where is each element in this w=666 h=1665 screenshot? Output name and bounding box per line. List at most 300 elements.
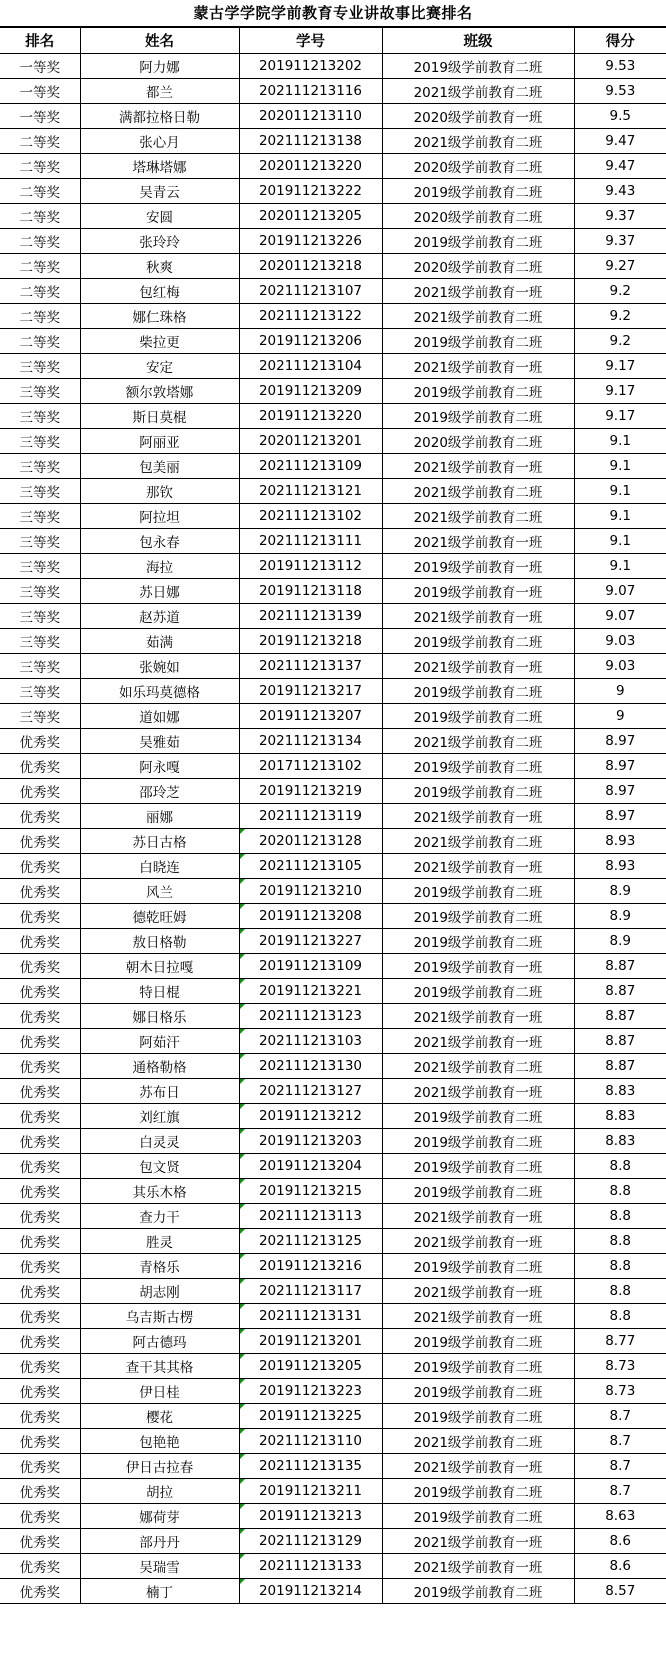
cell-student-id[interactable]: 202111213123 — [239, 1004, 382, 1029]
cell-rank[interactable]: 三等奖 — [0, 679, 80, 704]
cell-student-id[interactable]: 201911213219 — [239, 779, 382, 804]
cell-rank[interactable]: 二等奖 — [0, 154, 80, 179]
cell-student-id[interactable]: 201911213118 — [239, 579, 382, 604]
cell-rank[interactable]: 优秀奖 — [0, 1554, 80, 1579]
cell-name[interactable]: 朝木日拉嘎 — [80, 954, 239, 979]
cell-score[interactable]: 9.43 — [574, 179, 666, 204]
cell-class[interactable]: 2019级学前教育二班 — [382, 1379, 574, 1404]
cell-student-id[interactable]: 201711213102 — [239, 754, 382, 779]
cell-score[interactable]: 8.73 — [574, 1354, 666, 1379]
cell-name[interactable]: 查力干 — [80, 1204, 239, 1229]
cell-rank[interactable]: 三等奖 — [0, 654, 80, 679]
cell-score[interactable]: 8.7 — [574, 1454, 666, 1479]
cell-score[interactable]: 9.37 — [574, 229, 666, 254]
cell-name[interactable]: 吴青云 — [80, 179, 239, 204]
cell-score[interactable]: 8.57 — [574, 1579, 666, 1604]
cell-score[interactable]: 8.9 — [574, 929, 666, 954]
cell-rank[interactable]: 优秀奖 — [0, 779, 80, 804]
cell-score[interactable]: 8.87 — [574, 1004, 666, 1029]
cell-class[interactable]: 2020级学前教育二班 — [382, 204, 574, 229]
cell-rank[interactable]: 优秀奖 — [0, 1204, 80, 1229]
cell-class[interactable]: 2019级学前教育二班 — [382, 754, 574, 779]
cell-rank[interactable]: 优秀奖 — [0, 1254, 80, 1279]
cell-name[interactable]: 包永春 — [80, 529, 239, 554]
cell-score[interactable]: 8.6 — [574, 1529, 666, 1554]
cell-class[interactable]: 2021级学前教育一班 — [382, 454, 574, 479]
cell-name[interactable]: 张婉如 — [80, 654, 239, 679]
cell-name[interactable]: 通格勒格 — [80, 1054, 239, 1079]
cell-score[interactable]: 8.87 — [574, 1054, 666, 1079]
header-student-id[interactable]: 学号 — [239, 28, 382, 54]
cell-rank[interactable]: 二等奖 — [0, 129, 80, 154]
cell-name[interactable]: 胡志刚 — [80, 1279, 239, 1304]
cell-score[interactable]: 8.63 — [574, 1504, 666, 1529]
cell-score[interactable]: 8.8 — [574, 1229, 666, 1254]
cell-rank[interactable]: 优秀奖 — [0, 929, 80, 954]
cell-score[interactable]: 8.8 — [574, 1154, 666, 1179]
cell-score[interactable]: 9 — [574, 679, 666, 704]
cell-name[interactable]: 部丹丹 — [80, 1529, 239, 1554]
cell-name[interactable]: 娜仁珠格 — [80, 304, 239, 329]
cell-name[interactable]: 苏布日 — [80, 1079, 239, 1104]
cell-student-id[interactable]: 201911213204 — [239, 1154, 382, 1179]
cell-student-id[interactable]: 201911213221 — [239, 979, 382, 1004]
cell-score[interactable]: 9 — [574, 704, 666, 729]
cell-score[interactable]: 8.8 — [574, 1254, 666, 1279]
cell-score[interactable]: 9.1 — [574, 504, 666, 529]
cell-score[interactable]: 8.83 — [574, 1104, 666, 1129]
cell-score[interactable]: 9.2 — [574, 304, 666, 329]
cell-class[interactable]: 2021级学前教育一班 — [382, 1554, 574, 1579]
cell-class[interactable]: 2019级学前教育二班 — [382, 779, 574, 804]
cell-student-id[interactable]: 201911213212 — [239, 1104, 382, 1129]
cell-score[interactable]: 9.1 — [574, 429, 666, 454]
cell-class[interactable]: 2021级学前教育二班 — [382, 304, 574, 329]
cell-score[interactable]: 8.93 — [574, 854, 666, 879]
cell-student-id[interactable]: 201911213222 — [239, 179, 382, 204]
cell-name[interactable]: 阿拉坦 — [80, 504, 239, 529]
cell-rank[interactable]: 优秀奖 — [0, 1229, 80, 1254]
cell-class[interactable]: 2020级学前教育二班 — [382, 254, 574, 279]
cell-rank[interactable]: 优秀奖 — [0, 1329, 80, 1354]
cell-class[interactable]: 2021级学前教育二班 — [382, 1054, 574, 1079]
cell-class[interactable]: 2019级学前教育二班 — [382, 329, 574, 354]
cell-rank[interactable]: 三等奖 — [0, 554, 80, 579]
cell-rank[interactable]: 优秀奖 — [0, 854, 80, 879]
cell-score[interactable]: 8.97 — [574, 754, 666, 779]
cell-rank[interactable]: 三等奖 — [0, 404, 80, 429]
cell-rank[interactable]: 三等奖 — [0, 354, 80, 379]
cell-student-id[interactable]: 202111213129 — [239, 1529, 382, 1554]
cell-student-id[interactable]: 202111213105 — [239, 854, 382, 879]
cell-rank[interactable]: 三等奖 — [0, 504, 80, 529]
cell-rank[interactable]: 三等奖 — [0, 579, 80, 604]
cell-score[interactable]: 9.17 — [574, 379, 666, 404]
cell-score[interactable]: 9.1 — [574, 554, 666, 579]
cell-rank[interactable]: 优秀奖 — [0, 1479, 80, 1504]
cell-student-id[interactable]: 202111213138 — [239, 129, 382, 154]
cell-score[interactable]: 8.83 — [574, 1129, 666, 1154]
cell-name[interactable]: 安圆 — [80, 204, 239, 229]
cell-rank[interactable]: 优秀奖 — [0, 1454, 80, 1479]
cell-class[interactable]: 2019级学前教育二班 — [382, 929, 574, 954]
cell-rank[interactable]: 三等奖 — [0, 379, 80, 404]
cell-student-id[interactable]: 201911213203 — [239, 1129, 382, 1154]
cell-class[interactable]: 2019级学前教育二班 — [382, 904, 574, 929]
cell-student-id[interactable]: 202111213116 — [239, 79, 382, 104]
cell-student-id[interactable]: 202111213134 — [239, 729, 382, 754]
cell-student-id[interactable]: 202111213135 — [239, 1454, 382, 1479]
cell-name[interactable]: 阿古德玛 — [80, 1329, 239, 1354]
cell-score[interactable]: 8.8 — [574, 1304, 666, 1329]
cell-rank[interactable]: 三等奖 — [0, 429, 80, 454]
cell-rank[interactable]: 优秀奖 — [0, 1079, 80, 1104]
cell-student-id[interactable]: 201911213112 — [239, 554, 382, 579]
cell-score[interactable]: 9.17 — [574, 354, 666, 379]
cell-score[interactable]: 9.07 — [574, 604, 666, 629]
cell-rank[interactable]: 二等奖 — [0, 329, 80, 354]
cell-score[interactable]: 8.97 — [574, 804, 666, 829]
cell-student-id[interactable]: 202111213111 — [239, 529, 382, 554]
cell-score[interactable]: 9.53 — [574, 79, 666, 104]
cell-name[interactable]: 额尔敦塔娜 — [80, 379, 239, 404]
cell-rank[interactable]: 三等奖 — [0, 529, 80, 554]
cell-name[interactable]: 娜日格乐 — [80, 1004, 239, 1029]
cell-student-id[interactable]: 201911213225 — [239, 1404, 382, 1429]
cell-score[interactable]: 8.73 — [574, 1379, 666, 1404]
cell-name[interactable]: 楠丁 — [80, 1579, 239, 1604]
cell-class[interactable]: 2021级学前教育一班 — [382, 1204, 574, 1229]
cell-student-id[interactable]: 202111213121 — [239, 479, 382, 504]
cell-name[interactable]: 阿永嘎 — [80, 754, 239, 779]
cell-rank[interactable]: 三等奖 — [0, 604, 80, 629]
cell-name[interactable]: 包美丽 — [80, 454, 239, 479]
cell-name[interactable]: 包文贤 — [80, 1154, 239, 1179]
cell-name[interactable]: 包红梅 — [80, 279, 239, 304]
cell-student-id[interactable]: 202011213128 — [239, 829, 382, 854]
cell-name[interactable]: 德乾旺姆 — [80, 904, 239, 929]
cell-class[interactable]: 2021级学前教育一班 — [382, 1004, 574, 1029]
cell-name[interactable]: 赵苏道 — [80, 604, 239, 629]
cell-class[interactable]: 2019级学前教育一班 — [382, 954, 574, 979]
cell-class[interactable]: 2021级学前教育一班 — [382, 529, 574, 554]
cell-name[interactable]: 胜灵 — [80, 1229, 239, 1254]
cell-rank[interactable]: 二等奖 — [0, 279, 80, 304]
cell-rank[interactable]: 三等奖 — [0, 479, 80, 504]
cell-name[interactable]: 阿力娜 — [80, 54, 239, 79]
cell-score[interactable]: 9.17 — [574, 404, 666, 429]
cell-name[interactable]: 苏日古格 — [80, 829, 239, 854]
cell-score[interactable]: 8.7 — [574, 1479, 666, 1504]
cell-class[interactable]: 2021级学前教育二班 — [382, 504, 574, 529]
cell-rank[interactable]: 优秀奖 — [0, 1354, 80, 1379]
cell-student-id[interactable]: 201911213220 — [239, 404, 382, 429]
cell-name[interactable]: 苏日娜 — [80, 579, 239, 604]
cell-rank[interactable]: 优秀奖 — [0, 979, 80, 1004]
cell-class[interactable]: 2019级学前教育二班 — [382, 1154, 574, 1179]
cell-name[interactable]: 查干其其格 — [80, 1354, 239, 1379]
cell-rank[interactable]: 一等奖 — [0, 104, 80, 129]
cell-student-id[interactable]: 202011213220 — [239, 154, 382, 179]
cell-rank[interactable]: 优秀奖 — [0, 1429, 80, 1454]
cell-student-id[interactable]: 202111213104 — [239, 354, 382, 379]
cell-class[interactable]: 2019级学前教育二班 — [382, 704, 574, 729]
cell-name[interactable]: 都兰 — [80, 79, 239, 104]
cell-class[interactable]: 2021级学前教育一班 — [382, 1279, 574, 1304]
cell-class[interactable]: 2021级学前教育一班 — [382, 1304, 574, 1329]
cell-class[interactable]: 2019级学前教育二班 — [382, 1329, 574, 1354]
cell-class[interactable]: 2019级学前教育二班 — [382, 1129, 574, 1154]
cell-name[interactable]: 白灵灵 — [80, 1129, 239, 1154]
cell-class[interactable]: 2021级学前教育二班 — [382, 1429, 574, 1454]
cell-class[interactable]: 2021级学前教育二班 — [382, 79, 574, 104]
cell-class[interactable]: 2019级学前教育二班 — [382, 1254, 574, 1279]
cell-student-id[interactable]: 202011213218 — [239, 254, 382, 279]
header-name[interactable]: 姓名 — [80, 28, 239, 54]
cell-score[interactable]: 9.03 — [574, 629, 666, 654]
cell-student-id[interactable]: 202111213125 — [239, 1229, 382, 1254]
cell-rank[interactable]: 优秀奖 — [0, 1179, 80, 1204]
cell-student-id[interactable]: 201911213209 — [239, 379, 382, 404]
cell-score[interactable]: 9.2 — [574, 329, 666, 354]
cell-score[interactable]: 8.7 — [574, 1429, 666, 1454]
cell-class[interactable]: 2019级学前教育二班 — [382, 1179, 574, 1204]
cell-rank[interactable]: 优秀奖 — [0, 1029, 80, 1054]
cell-class[interactable]: 2019级学前教育二班 — [382, 54, 574, 79]
cell-student-id[interactable]: 202111213122 — [239, 304, 382, 329]
cell-class[interactable]: 2019级学前教育二班 — [382, 979, 574, 1004]
cell-class[interactable]: 2021级学前教育一班 — [382, 604, 574, 629]
cell-student-id[interactable]: 202111213139 — [239, 604, 382, 629]
cell-student-id[interactable]: 202011213205 — [239, 204, 382, 229]
cell-score[interactable]: 9.27 — [574, 254, 666, 279]
cell-name[interactable]: 张玲玲 — [80, 229, 239, 254]
cell-name[interactable]: 吴瑞雪 — [80, 1554, 239, 1579]
cell-student-id[interactable]: 201911213109 — [239, 954, 382, 979]
cell-name[interactable]: 樱花 — [80, 1404, 239, 1429]
cell-student-id[interactable]: 201911213218 — [239, 629, 382, 654]
cell-rank[interactable]: 优秀奖 — [0, 954, 80, 979]
cell-class[interactable]: 2020级学前教育一班 — [382, 104, 574, 129]
cell-student-id[interactable]: 202111213109 — [239, 454, 382, 479]
cell-name[interactable]: 海拉 — [80, 554, 239, 579]
cell-student-id[interactable]: 202111213133 — [239, 1554, 382, 1579]
cell-student-id[interactable]: 201911213226 — [239, 229, 382, 254]
cell-score[interactable]: 9.1 — [574, 454, 666, 479]
cell-class[interactable]: 2021级学前教育二班 — [382, 479, 574, 504]
cell-student-id[interactable]: 202011213201 — [239, 429, 382, 454]
cell-student-id[interactable]: 202111213117 — [239, 1279, 382, 1304]
cell-student-id[interactable]: 201911213213 — [239, 1504, 382, 1529]
cell-name[interactable]: 包艳艳 — [80, 1429, 239, 1454]
cell-class[interactable]: 2020级学前教育二班 — [382, 154, 574, 179]
cell-rank[interactable]: 一等奖 — [0, 79, 80, 104]
cell-student-id[interactable]: 202111213102 — [239, 504, 382, 529]
header-class[interactable]: 班级 — [382, 28, 574, 54]
cell-rank[interactable]: 优秀奖 — [0, 754, 80, 779]
cell-rank[interactable]: 三等奖 — [0, 629, 80, 654]
cell-class[interactable]: 2019级学前教育一班 — [382, 579, 574, 604]
cell-rank[interactable]: 优秀奖 — [0, 1579, 80, 1604]
cell-rank[interactable]: 优秀奖 — [0, 879, 80, 904]
cell-student-id[interactable]: 201911213227 — [239, 929, 382, 954]
cell-name[interactable]: 塔琳塔娜 — [80, 154, 239, 179]
cell-name[interactable]: 青格乐 — [80, 1254, 239, 1279]
cell-score[interactable]: 8.6 — [574, 1554, 666, 1579]
cell-name[interactable]: 丽娜 — [80, 804, 239, 829]
header-score[interactable]: 得分 — [574, 28, 666, 54]
cell-student-id[interactable]: 202111213107 — [239, 279, 382, 304]
cell-score[interactable]: 8.7 — [574, 1404, 666, 1429]
cell-score[interactable]: 8.8 — [574, 1179, 666, 1204]
cell-class[interactable]: 2019级学前教育二班 — [382, 879, 574, 904]
cell-rank[interactable]: 优秀奖 — [0, 1004, 80, 1029]
cell-class[interactable]: 2021级学前教育二班 — [382, 129, 574, 154]
header-rank[interactable]: 排名 — [0, 28, 80, 54]
cell-score[interactable]: 9.37 — [574, 204, 666, 229]
cell-name[interactable]: 柴拉更 — [80, 329, 239, 354]
cell-name[interactable]: 刘红旗 — [80, 1104, 239, 1129]
cell-rank[interactable]: 优秀奖 — [0, 1279, 80, 1304]
cell-student-id[interactable]: 201911213217 — [239, 679, 382, 704]
cell-student-id[interactable]: 201911213215 — [239, 1179, 382, 1204]
cell-student-id[interactable]: 201911213214 — [239, 1579, 382, 1604]
cell-name[interactable]: 张心月 — [80, 129, 239, 154]
cell-score[interactable]: 8.87 — [574, 979, 666, 1004]
cell-rank[interactable]: 优秀奖 — [0, 804, 80, 829]
cell-rank[interactable]: 二等奖 — [0, 304, 80, 329]
cell-student-id[interactable]: 202111213137 — [239, 654, 382, 679]
cell-name[interactable]: 娜荷芽 — [80, 1504, 239, 1529]
cell-name[interactable]: 道如娜 — [80, 704, 239, 729]
cell-score[interactable]: 8.87 — [574, 1029, 666, 1054]
cell-name[interactable]: 吴雅茹 — [80, 729, 239, 754]
cell-student-id[interactable]: 201911213201 — [239, 1329, 382, 1354]
cell-class[interactable]: 2021级学前教育一班 — [382, 354, 574, 379]
cell-score[interactable]: 8.9 — [574, 879, 666, 904]
cell-score[interactable]: 8.93 — [574, 829, 666, 854]
cell-name[interactable]: 伊日桂 — [80, 1379, 239, 1404]
cell-score[interactable]: 9.47 — [574, 129, 666, 154]
cell-rank[interactable]: 三等奖 — [0, 454, 80, 479]
cell-rank[interactable]: 优秀奖 — [0, 1379, 80, 1404]
cell-name[interactable]: 乌吉斯古楞 — [80, 1304, 239, 1329]
cell-rank[interactable]: 二等奖 — [0, 229, 80, 254]
cell-class[interactable]: 2021级学前教育一班 — [382, 1529, 574, 1554]
cell-name[interactable]: 茹满 — [80, 629, 239, 654]
cell-class[interactable]: 2019级学前教育二班 — [382, 629, 574, 654]
cell-name[interactable]: 阿丽亚 — [80, 429, 239, 454]
cell-class[interactable]: 2019级学前教育二班 — [382, 404, 574, 429]
cell-score[interactable]: 9.1 — [574, 479, 666, 504]
cell-name[interactable]: 安定 — [80, 354, 239, 379]
cell-score[interactable]: 8.97 — [574, 779, 666, 804]
cell-rank[interactable]: 优秀奖 — [0, 1129, 80, 1154]
cell-class[interactable]: 2021级学前教育一班 — [382, 804, 574, 829]
cell-rank[interactable]: 优秀奖 — [0, 1504, 80, 1529]
cell-score[interactable]: 9.47 — [574, 154, 666, 179]
cell-score[interactable]: 8.77 — [574, 1329, 666, 1354]
cell-student-id[interactable]: 202111213127 — [239, 1079, 382, 1104]
cell-class[interactable]: 2020级学前教育二班 — [382, 429, 574, 454]
cell-name[interactable]: 风兰 — [80, 879, 239, 904]
cell-class[interactable]: 2019级学前教育二班 — [382, 379, 574, 404]
cell-name[interactable]: 斯日莫棍 — [80, 404, 239, 429]
cell-class[interactable]: 2019级学前教育二班 — [382, 679, 574, 704]
cell-class[interactable]: 2019级学前教育二班 — [382, 229, 574, 254]
cell-score[interactable]: 9.03 — [574, 654, 666, 679]
cell-class[interactable]: 2019级学前教育二班 — [382, 1404, 574, 1429]
cell-student-id[interactable]: 201911213206 — [239, 329, 382, 354]
cell-rank[interactable]: 优秀奖 — [0, 1054, 80, 1079]
cell-student-id[interactable]: 202111213110 — [239, 1429, 382, 1454]
cell-score[interactable]: 9.07 — [574, 579, 666, 604]
cell-score[interactable]: 9.2 — [574, 279, 666, 304]
cell-student-id[interactable]: 201911213211 — [239, 1479, 382, 1504]
cell-class[interactable]: 2021级学前教育一班 — [382, 1079, 574, 1104]
cell-score[interactable]: 8.9 — [574, 904, 666, 929]
cell-student-id[interactable]: 202111213103 — [239, 1029, 382, 1054]
cell-score[interactable]: 8.8 — [574, 1204, 666, 1229]
cell-class[interactable]: 2021级学前教育一班 — [382, 654, 574, 679]
cell-score[interactable]: 9.1 — [574, 529, 666, 554]
cell-student-id[interactable]: 201911213205 — [239, 1354, 382, 1379]
cell-score[interactable]: 9.5 — [574, 104, 666, 129]
cell-class[interactable]: 2019级学前教育二班 — [382, 1354, 574, 1379]
cell-rank[interactable]: 优秀奖 — [0, 829, 80, 854]
cell-student-id[interactable]: 201911213208 — [239, 904, 382, 929]
cell-name[interactable]: 满都拉格日勒 — [80, 104, 239, 129]
cell-student-id[interactable]: 201911213202 — [239, 54, 382, 79]
cell-class[interactable]: 2019级学前教育二班 — [382, 1104, 574, 1129]
cell-name[interactable]: 伊日古拉春 — [80, 1454, 239, 1479]
cell-class[interactable]: 2019级学前教育二班 — [382, 179, 574, 204]
cell-student-id[interactable]: 201911213210 — [239, 879, 382, 904]
cell-score[interactable]: 9.53 — [574, 54, 666, 79]
cell-score[interactable]: 8.83 — [574, 1079, 666, 1104]
cell-rank[interactable]: 三等奖 — [0, 704, 80, 729]
cell-rank[interactable]: 优秀奖 — [0, 1104, 80, 1129]
cell-rank[interactable]: 优秀奖 — [0, 904, 80, 929]
cell-rank[interactable]: 一等奖 — [0, 54, 80, 79]
cell-student-id[interactable]: 202111213130 — [239, 1054, 382, 1079]
cell-rank[interactable]: 优秀奖 — [0, 1404, 80, 1429]
cell-student-id[interactable]: 201911213216 — [239, 1254, 382, 1279]
cell-student-id[interactable]: 202111213119 — [239, 804, 382, 829]
cell-name[interactable]: 阿茹汗 — [80, 1029, 239, 1054]
cell-name[interactable]: 白晓连 — [80, 854, 239, 879]
cell-name[interactable]: 特日棍 — [80, 979, 239, 1004]
cell-rank[interactable]: 二等奖 — [0, 204, 80, 229]
cell-student-id[interactable]: 201911213223 — [239, 1379, 382, 1404]
cell-rank[interactable]: 优秀奖 — [0, 1304, 80, 1329]
cell-rank[interactable]: 优秀奖 — [0, 1529, 80, 1554]
cell-score[interactable]: 8.97 — [574, 729, 666, 754]
cell-class[interactable]: 2021级学前教育二班 — [382, 729, 574, 754]
cell-class[interactable]: 2021级学前教育二班 — [382, 829, 574, 854]
cell-name[interactable]: 邵玲芝 — [80, 779, 239, 804]
cell-rank[interactable]: 二等奖 — [0, 254, 80, 279]
cell-class[interactable]: 2021级学前教育一班 — [382, 1229, 574, 1254]
cell-rank[interactable]: 优秀奖 — [0, 729, 80, 754]
cell-student-id[interactable]: 202011213110 — [239, 104, 382, 129]
cell-name[interactable]: 胡拉 — [80, 1479, 239, 1504]
cell-class[interactable]: 2019级学前教育二班 — [382, 1479, 574, 1504]
cell-class[interactable]: 2021级学前教育一班 — [382, 1029, 574, 1054]
cell-class[interactable]: 2019级学前教育二班 — [382, 1504, 574, 1529]
cell-name[interactable]: 那钦 — [80, 479, 239, 504]
cell-name[interactable]: 敖日格勒 — [80, 929, 239, 954]
